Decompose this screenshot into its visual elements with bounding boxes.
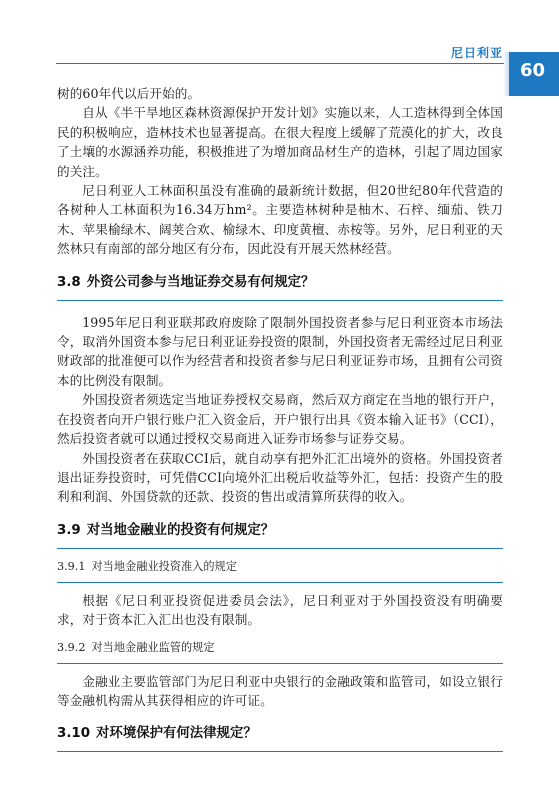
paragraph-afforestation-plan: 自从《半干旱地区森林资源保护开发计划》实施以来，人工造林得到全体国民的积极响应，造林技术也显著提高。在很大程度上缓解了荒漠化的扩大，改良了土壤的水源涵养功能，积极推进了为增加商品材生产的造林，引起了周边国家的关注。 <box>57 105 503 179</box>
header-rule <box>56 63 504 64</box>
page-header <box>0 0 559 81</box>
subsection-title: 对当地金融业投资准入的规定 <box>91 559 237 573</box>
section-number: 3.9 <box>57 522 81 538</box>
subsection-number: 3.9.2 <box>57 640 86 654</box>
paragraph-plantation-area: 尼日利亚人工林面积虽没有准确的最新统计数据，但20世纪80年代营造的各树种人工林面积为16.34万hm²。主要造林树种是柚木、石梓、缅茄、铁刀木、苹果榆绿木、阔荚合欢、榆绿木、印度黄檀、赤桉等。另外，尼日利亚的天然林只有南部的部分地区有分布，因此没有开展天然林经营。 <box>57 183 503 257</box>
section-label: 尼日利亚 <box>450 46 503 60</box>
section-title: 外资公司参与当地证券交易有何规定？ <box>86 274 315 290</box>
paragraph-continuation: 树的60年代以后开始的。 <box>57 86 201 101</box>
paragraph-securities-law: 1995年尼日利亚联邦政府废除了限制外国投资者参与尼日利亚资本市场法令，取消外国资本参与尼日利亚证券投资的限制，外国投资者无需经过尼日利亚财政部的批准便可以作为经营者和投资者参与尼日利亚证券市场，且拥有公司资本的比例没有限制。 <box>57 314 503 388</box>
page-number: 60 <box>519 60 545 81</box>
paragraph-account-procedure: 外国投资者须选定当地证券授权交易商，然后双方商定在当地的银行开户，在投资者向开户银行账户汇入资金后，开户银行出具《资本输入证书》（CCI），然后投资者就可以通过授权交易商进入证券市场参与证券交易。 <box>57 392 503 447</box>
subsection-heading-3-9-2 <box>57 639 503 664</box>
paragraph-cci-remittance: 外国投资者在获取CCI后，就自动享有把外汇汇出境外的资格。外国投资者退出证券投资时，可凭借CCI向境外汇出税后收益等外汇，包括：投资产生的股利和利润、外国贷款的还款、投资的售出或清算所获得的收入。 <box>57 450 503 505</box>
section-title: 对环境保护有何法律规定？ <box>96 726 257 742</box>
page-content <box>57 84 503 752</box>
section-number: 3.10 <box>57 726 91 742</box>
subsection-title: 对当地金融业监管的规定 <box>91 640 215 654</box>
paragraph-investment-access: 根据《尼日利亚投资促进委员会法》，尼日利亚对于外国投资没有明确要求，对于资本汇入汇出也没有限制。 <box>57 592 503 628</box>
subsection-heading-3-9-1 <box>57 558 503 583</box>
section-number: 3.8 <box>57 274 81 290</box>
paragraph-financial-supervision: 金融业主要监管部门为尼日利亚中央银行的金融政策和监管司，如设立银行等金融机构需从其获得相应的许可证。 <box>57 673 503 708</box>
section-heading-3-8 <box>57 273 503 301</box>
section-title: 对当地金融业的投资有何规定？ <box>86 522 275 538</box>
section-heading-3-10 <box>57 724 503 752</box>
subsection-number: 3.9.1 <box>57 559 86 573</box>
section-heading-3-9 <box>57 521 503 549</box>
